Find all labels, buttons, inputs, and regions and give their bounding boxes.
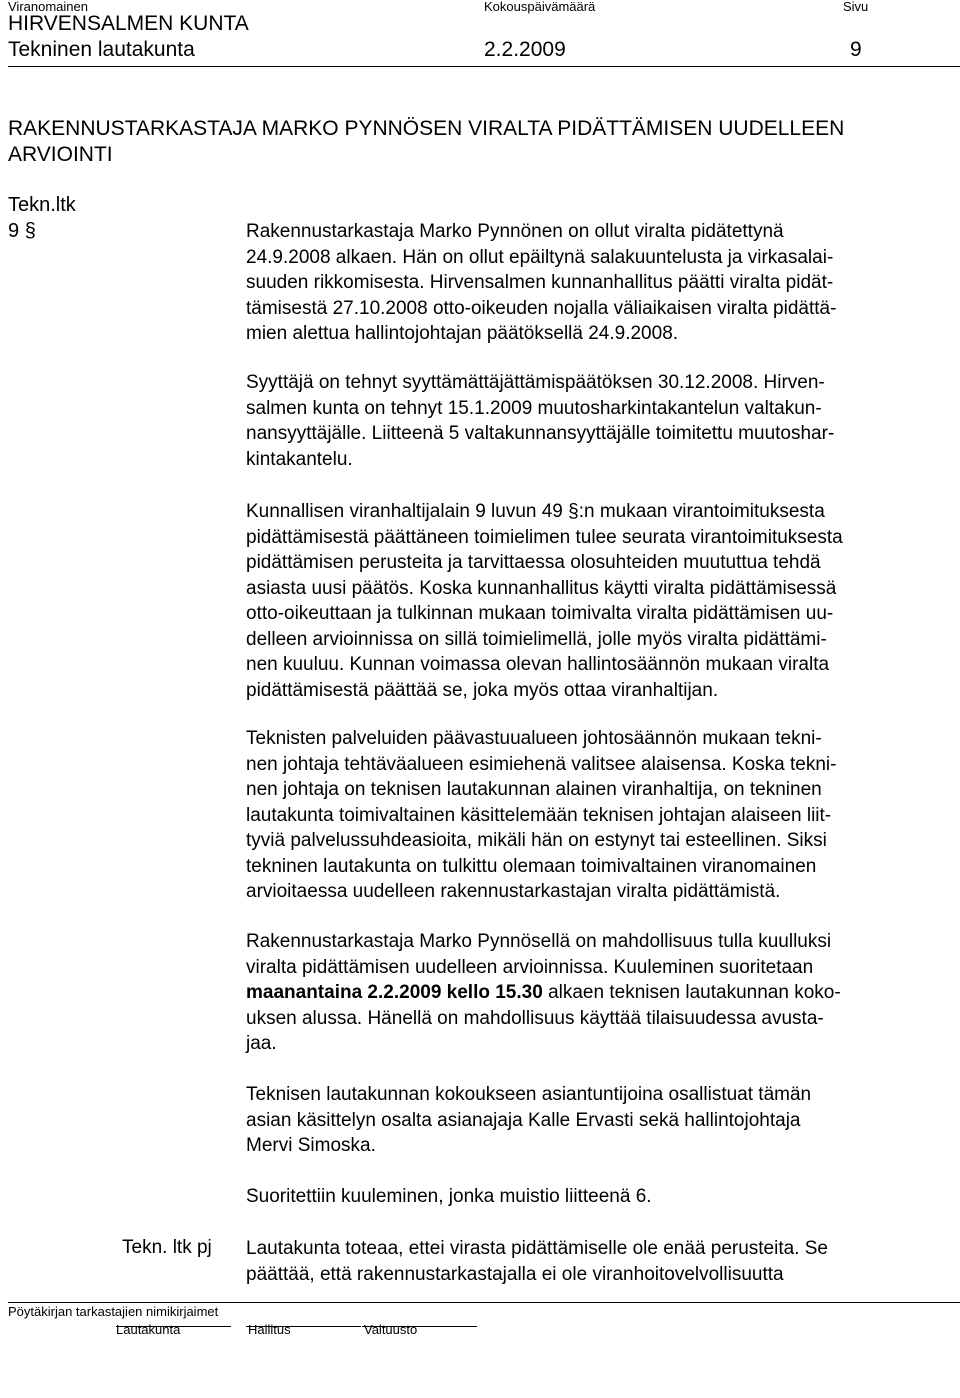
paragraph-line: delleen arvioinnissa on sillä toimielimellä, jolle myös viralta pidättämi- — [246, 628, 827, 650]
header-col1-label: Viranomainen — [8, 0, 88, 14]
paragraph-line: asian käsittelyn osalta asianajaja Kalle Ervasti sekä hallintojohtaja — [246, 1109, 801, 1131]
paragraph-line: Mervi Simoska. — [246, 1135, 376, 1156]
section-title-line: RAKENNUSTARKASTAJA MARKO PYNNÖSEN VIRALTA PIDÄTTÄMISEN UUDELLEEN — [8, 117, 845, 140]
paragraph-line: salmen kunta on tehnyt 15.1.2009 muutosharkintakantelun valtakun- — [246, 397, 822, 419]
header-col3-label: Sivu — [843, 0, 869, 14]
page-number: 9 — [850, 38, 862, 61]
paragraph-line: nen kuuluu. Kunnan voimassa olevan hallintosäännön mukaan viralta — [246, 654, 830, 675]
paragraph-line: 24.9.2008 alkaen. Hän on ollut epäiltynä salakuuntelusta ja virkasalai- — [246, 246, 834, 268]
hearing-datetime: maanantaina 2.2.2009 kello 15.30 — [246, 982, 543, 1003]
paragraph-line: nen johtaja tehtäväalueen esimiehenä valitsee alaisensa. Koska tekni- — [246, 753, 837, 775]
paragraph-line: Teknisten palveluiden päävastuualueen johtosäännön mukaan tekni- — [246, 728, 822, 749]
paragraph-line: Syyttäjä on tehnyt syyttämättäjättämispäätöksen 30.12.2008. Hirven- — [246, 372, 825, 393]
footer-title: Pöytäkirjan tarkastajien nimikirjaimet — [8, 1304, 219, 1319]
paragraph-line: otto-oikeuttaan ja tulkinnan mukaan toimivalta viralta pidättämisen uu- — [246, 603, 834, 624]
paragraph-line: nen johtaja on teknisen lautakunnan alainen viranhaltija, on tekninen — [246, 779, 822, 800]
paragraph-line: mien alettua hallintojohtajan päätöksellä 24.9.2008. — [246, 323, 679, 344]
paragraph-line: kintakantelu. — [246, 448, 353, 470]
footer-col-valtuusto: Valtuusto — [364, 1322, 418, 1337]
section-title-line: ARVIOINTI — [8, 143, 113, 166]
paragraph-hearing — [246, 929, 936, 1057]
paragraph-hearing-done — [246, 1184, 936, 1210]
paragraph-line: Kunnallisen viranhaltijalain 9 luvun 49 §:n mukaan virantoimituksesta — [246, 501, 825, 522]
paragraph-line: uksen alussa. Hänellä on mahdollisuus käyttää tilaisuudessa avusta- — [246, 1007, 824, 1029]
paragraph-line: asiasta uusi päätös. Koska kunnanhallitus käytti viralta pidättämisessä — [246, 577, 837, 599]
paragraph-line: nansyyttäjälle. Liitteenä 5 valtakunnansyyttäjälle toimitettu muutoshar- — [246, 423, 835, 444]
paragraph-line: maanantaina 2.2.2009 kello 15.30 alkaen teknisen lautakunnan koko- — [246, 982, 841, 1003]
paragraph-line: tekninen lautakunta on tulkittu olemaan toimivaltainen viranomainen — [246, 855, 817, 877]
footer-col-lautakunta: Lautakunta — [116, 1322, 181, 1337]
paragraph-line: pidättämisestä päättää se, joka myös ottaa viranhaltijan. — [246, 679, 719, 701]
paragraph-line: tyviä palvelussuhdeasioita, mikäli hän on estynyt tai esteellinen. Siksi — [246, 830, 827, 851]
paragraph-line: Suoritettiin kuuleminen, jonka muistio liitteenä 6. — [246, 1186, 652, 1207]
paragraph-line: lautakunta toimivaltainen käsittelemään teknisen johtajan alaiseen liit- — [246, 804, 832, 826]
proposal-text — [246, 1236, 936, 1287]
footer-col-hallitus: Hallitus — [248, 1322, 291, 1337]
section-title — [8, 116, 844, 168]
proposal-label: Tekn. ltk pj — [122, 1237, 212, 1258]
paragraph-line: Teknisen lautakunnan kokoukseen asiantuntijoina osallistuat tämän — [246, 1084, 812, 1105]
paragraph-line: viralta pidättämisen uudelleen arvioinnissa. Kuuleminen suoritetaan — [246, 956, 814, 978]
paragraph-line: pidättämisestä päättäneen toimielimen tulee seurata virantoimituksesta — [246, 526, 843, 548]
footer-divider — [8, 1302, 960, 1303]
paragraph-line: arvioitaessa uudelleen rakennustarkastajan viralta pidättämistä. — [246, 881, 781, 902]
paragraph-line: päättää, että rakennustarkastajalla ei ole viranhoitovelvollisuutta — [246, 1263, 784, 1285]
paragraph-line: Rakennustarkastaja Marko Pynnönen on ollut viralta pidätettynä — [246, 221, 784, 242]
header-col2-label: Kokouspäivämäärä — [484, 0, 596, 14]
paragraph-line: tämisestä 27.10.2008 otto-oikeuden nojalla väliaikaisen viralta pidättä- — [246, 297, 837, 319]
authority-name: Tekninen lautakunta — [8, 38, 195, 61]
paragraph-line: suuden rikkomisesta. Hirvensalmen kunnanhallitus päätti viralta pidät- — [246, 272, 834, 293]
paragraph-prosecutor — [246, 370, 936, 472]
paragraph-line: Rakennustarkastaja Marko Pynnösellä on mahdollisuus tulla kuulluksi — [246, 931, 832, 952]
paragraph-symbol: § — [24, 219, 36, 242]
paragraph-line: Lautakunta toteaa, ettei virasta pidättämiselle ole enää perusteita. Se — [246, 1238, 828, 1259]
paragraph-suspension — [246, 219, 936, 347]
paragraph-legal-basis — [246, 499, 936, 703]
header-divider — [8, 66, 960, 67]
section-ref-number: 9 § — [8, 219, 36, 242]
paragraph-line: pidättämisen perusteita ja tarvittaessa olosuhteiden muututtua tehdä — [246, 552, 821, 573]
section-ref-label: Tekn.ltk — [8, 194, 76, 216]
organization-name: HIRVENSALMEN KUNTA — [8, 12, 249, 35]
paragraph-competence — [246, 726, 936, 905]
section-reference — [8, 193, 76, 244]
paragraph-experts — [246, 1082, 936, 1159]
paragraph-line: jaa. — [246, 1033, 277, 1054]
meeting-date: 2.2.2009 — [484, 38, 566, 61]
